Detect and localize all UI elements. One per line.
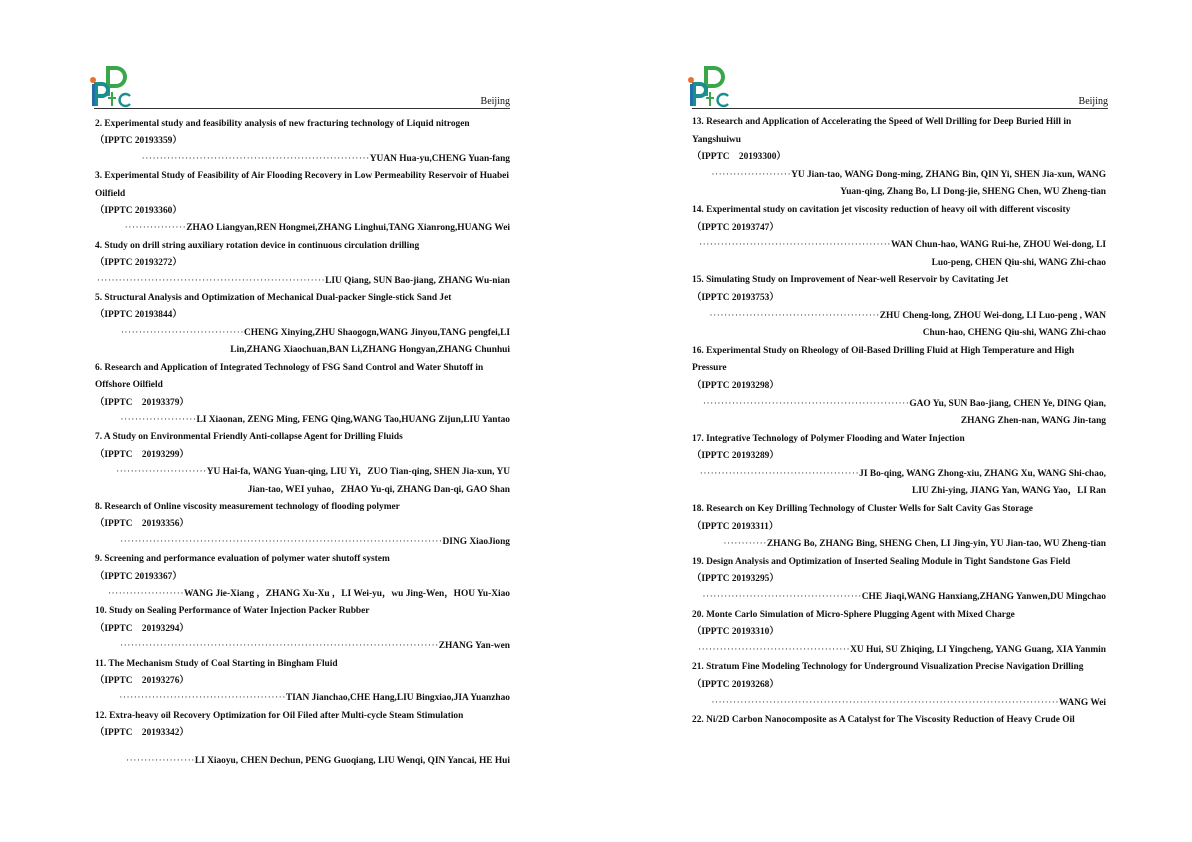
leader-dots: ·························································: [702, 398, 910, 409]
paper-title: 5. Structural Analysis and Optimization of Mechanical Dual-packer Single-stick Sand Jet: [95, 293, 452, 304]
leader-dots: ································································································: [711, 697, 1060, 708]
paper-entry: [95, 603, 510, 655]
paper-title: 2. Experimental study and feasibility analysis of new fracturing technology of Liquid nitrogen: [95, 119, 470, 129]
author-names: ZHANG Bo, ZHANG Bing, SHENG Chen, LI Jing-yin, YU Jian-tao, WU Zheng-tian: [766, 539, 1106, 550]
paper-code: （IPPTC 20193289）: [692, 451, 779, 462]
author-names: ZHU Cheng-long, ZHOU Wei-dong, LI Luo-peng , WAN Chun-hao, CHENG Qiu-shi, WANG Zhi-chao: [879, 310, 1106, 339]
author-names: WAN Chun-hao, WANG Rui-he, ZHOU Wei-dong, LI Luo-peng, CHEN Qiu-shi, WANG Zhi-chao: [890, 240, 1106, 268]
paper-authors: [95, 273, 510, 290]
leader-dots: ············: [723, 539, 767, 550]
paper-authors: [95, 586, 510, 603]
author-names: LI Xiaoyu, CHEN Dechun, PENG Guoqiang, LIU Wenqi, QIN Yancai, HE Hui: [194, 755, 510, 766]
paper-entry: [95, 360, 510, 430]
author-names: CHE Jiaqi,WANG Hanxiang,ZHANG Yanwen,DU Mingchao: [861, 592, 1106, 603]
author-names: JI Bo-qing, WANG Zhong-xiu, ZHANG Xu, WANG Shi-chao, LIU Zhi-ying, JIANG Yan, WANG Yao，LI Ran: [859, 468, 1106, 497]
header-city: Beijing: [480, 96, 510, 107]
leader-dots: ·················: [124, 223, 187, 234]
author-names: YUAN Hua-yu,CHENG Yuan-fang: [369, 153, 510, 164]
paper-code: （IPPTC 20193753）: [692, 292, 779, 303]
paper-code: （IPPTC 20193311）: [692, 521, 779, 532]
paper-authors: [95, 690, 510, 707]
paper-title: 20. Monte Carlo Simulation of Micro-Sphere Plugging Agent with Mixed Charge: [692, 609, 1015, 620]
author-names: LI Xiaonan, ZENG Ming, FENG Qing,WANG Tao,HUANG Zijun,LIU Yantao: [196, 414, 510, 425]
paper-authors: [692, 308, 1106, 343]
leader-dots: ··········································: [697, 644, 851, 655]
paper-authors: [692, 589, 1106, 607]
paper-entry: [692, 712, 1106, 730]
paper-authors: [95, 325, 510, 360]
paper-authors: [692, 237, 1106, 272]
paper-authors: [95, 753, 510, 770]
paper-entry: [692, 607, 1106, 660]
paper-entry: [692, 431, 1106, 501]
paper-authors: [692, 396, 1106, 431]
paper-authors: [95, 220, 510, 237]
paper-title: 4. Study on drill string auxiliary rotation device in continuous circulation drilling: [95, 240, 420, 251]
leader-dots: ··············································: [119, 693, 286, 704]
leader-dots: ·····················: [120, 414, 197, 425]
author-names: WANG Jie-Xiang ，ZHANG Xu-Xu ，LI Wei-yu，wu Jing-Wen，HOU Yu-Xiao: [184, 588, 510, 599]
paper-title: 13. Research and Application of Accelerating the Speed of Well Drilling for Deep Buried Hill in Yangshuiwu: [692, 117, 1072, 145]
paper-code: （IPPTC 20193294）: [95, 623, 189, 634]
paper-code: （IPPTC 20193295）: [692, 574, 779, 585]
header-rule: [692, 108, 1108, 109]
paper-entry: [692, 659, 1106, 712]
paper-title: 22. Ni/2D Carbon Nanocomposite as A Catalyst for The Viscosity Reduction of Heavy Crude Oil: [692, 715, 1075, 726]
leader-dots: ············································: [702, 592, 862, 603]
paper-code: （IPPTC 20193298）: [692, 380, 779, 391]
paper-code: （IPPTC 20193844）: [95, 310, 182, 321]
paper-code: （IPPTC 20193310）: [692, 627, 779, 638]
paper-entry: [692, 554, 1106, 607]
paper-entry: [692, 272, 1106, 342]
paper-code: （IPPTC 20193342）: [95, 728, 189, 739]
header-city: Beijing: [1078, 96, 1108, 107]
paper-authors: [95, 534, 510, 551]
paper-title: 18. Research on Key Drilling Technology of Cluster Wells for Salt Cavity Gas Storage: [692, 504, 1033, 515]
paper-authors: [692, 536, 1106, 554]
paper-title: 10. Study on Sealing Performance of Water Injection Packer Rubber: [95, 606, 370, 617]
spacer: [95, 743, 510, 753]
header-rule: [94, 108, 510, 109]
paper-entry: [95, 290, 510, 360]
paper-authors: [692, 466, 1106, 501]
paper-code: （IPPTC 20193276）: [95, 676, 189, 686]
paper-code: （IPPTC 20193300）: [692, 152, 786, 163]
paper-authors: [95, 412, 510, 429]
entry-list: [692, 114, 1106, 730]
leader-dots: ············································: [699, 468, 860, 479]
paper-title: 17. Integrative Technology of Polymer Flooding and Water Injection: [692, 433, 965, 444]
paper-title: 11. The Mechanism Study of Coal Starting in Bingham Fluid: [95, 658, 338, 669]
author-names: YU Jian-tao, WANG Dong-ming, ZHANG Bin, QIN Yi, SHEN Jia-xun, WANG Yuan-qing, Zhang Bo, LI Dong-jie, SHENG Chen, WU Zheng-tian: [791, 169, 1106, 198]
paper-title: 21. Stratum Fine Modeling Technology for Underground Visualization Precise Navigation Drilling: [692, 662, 1084, 673]
paper-title: 9. Screening and performance evaluation of polymer water shutoff system: [95, 554, 390, 565]
leader-dots: ·······························································: [141, 153, 370, 164]
author-names: YU Hai-fa, WANG Yuan-qing, LIU Yi，ZUO Tian-qing, SHEN Jia-xun, YU Jian-tao, WEI yuhao，ZHAO Yu-qi, ZHANG Dan-qi, GAO Shan: [206, 467, 510, 495]
author-names: ZHANG Yan-wen: [438, 641, 510, 652]
leader-dots: ···············································: [709, 310, 880, 321]
author-names: CHENG Xinying,ZHU Shaogogn,WANG Jinyou,TANG pengfei,LI Lin,ZHANG Xiaochuan,BAN Li,ZHANG Hongyan,ZHANG Chunhui: [230, 327, 510, 356]
ipptc-logo-icon: [686, 62, 736, 110]
leader-dots: ·························································································: [120, 536, 443, 547]
paper-code: （IPPTC 20193299）: [95, 449, 189, 460]
paper-title: 12. Extra-heavy oil Recovery Optimization for Oil Filed after Multi-cycle Steam Stimulation: [95, 710, 464, 721]
left-page: [82, 0, 522, 842]
paper-title: 3. Experimental Study of Feasibility of Air Flooding Recovery in Low Permeability Reservoir of Huabei Oilfield: [95, 171, 509, 199]
paper-entry: [95, 499, 510, 551]
paper-title: 16. Experimental Study on Rheology of Oil-Based Drilling Fluid at High Temperature and High Pressure: [692, 345, 1075, 374]
paper-authors: [95, 464, 510, 499]
author-names: LIU Qiang, SUN Bao-jiang, ZHANG Wu-nian: [325, 275, 510, 286]
paper-entry: [95, 238, 510, 290]
paper-title: 19. Design Analysis and Optimization of Inserted Sealing Module in Tight Sandstone Gas Field: [692, 556, 1071, 567]
paper-code: （IPPTC 20193268）: [692, 680, 779, 690]
paper-authors: [95, 151, 510, 168]
paper-title: 7. A Study on Environmental Friendly Anti-collapse Agent for Drilling Fluids: [95, 432, 403, 443]
right-page: [680, 0, 1120, 842]
paper-entry: [95, 168, 510, 238]
author-names: WANG Wei: [1059, 697, 1106, 708]
paper-title: 14. Experimental study on cavitation jet viscosity reduction of heavy oil with different viscosity: [692, 204, 1071, 215]
leader-dots: ··································: [120, 327, 244, 338]
paper-title: 15. Simulating Study on Improvement of Near-well Reservoir by Cavitating Jet: [692, 275, 1009, 286]
paper-code: （IPPTC 20193367）: [95, 571, 182, 582]
paper-title: 8. Research of Online viscosity measurement technology of flooding polymer: [95, 501, 400, 512]
paper-authors: [692, 695, 1106, 713]
paper-code: （IPPTC 20193272）: [95, 258, 182, 269]
author-names: XU Hui, SU Zhiqing, LI Yingcheng, YANG Guang, XIA Yanmin: [850, 644, 1106, 655]
paper-authors: [95, 638, 510, 655]
leader-dots: ···················: [126, 755, 195, 766]
paper-entry: [95, 656, 510, 708]
paper-code: （IPPTC 20193356）: [95, 519, 189, 530]
paper-code: （IPPTC 20193359）: [95, 136, 182, 147]
leader-dots: ·························: [116, 467, 207, 478]
author-names: TIAN Jianchao,CHE Hang,LIU Bingxiao,JIA Yuanzhao: [285, 693, 510, 704]
paper-entry: [95, 429, 510, 499]
paper-entry: [692, 202, 1106, 272]
author-names: ZHAO Liangyan,REN Hongmei,ZHANG Linghui,TANG Xianrong,HUANG Wei: [186, 223, 510, 234]
paper-entry: [95, 551, 510, 603]
paper-entry: [692, 114, 1106, 202]
leader-dots: ························································································: [119, 641, 439, 652]
ipptc-logo-icon: [88, 62, 138, 110]
leader-dots: ·····················································: [698, 240, 891, 251]
paper-code: （IPPTC 20193747）: [692, 222, 779, 233]
leader-dots: ·······························································: [96, 275, 326, 286]
paper-entry: [692, 343, 1106, 431]
leader-dots: ·····················: [107, 588, 184, 599]
paper-entry: [692, 501, 1106, 554]
paper-entry: [95, 116, 510, 168]
paper-title: 6. Research and Application of Integrated Technology of FSG Sand Control and Water Shutoff in Offshore Oilfield: [95, 362, 484, 391]
entry-list: [95, 116, 510, 770]
paper-entry: [95, 708, 510, 770]
leader-dots: ······················: [711, 169, 792, 180]
paper-code: （IPPTC 20193379）: [95, 397, 189, 408]
author-names: DING XiaoJiong: [442, 536, 510, 547]
paper-authors: [692, 642, 1106, 660]
paper-code: （IPPTC 20193360）: [95, 206, 182, 217]
author-names: GAO Yu, SUN Bao-jiang, CHEN Ye, DING Qian, ZHANG Zhen-nan, WANG Jin-tang: [909, 398, 1106, 427]
paper-authors: [692, 167, 1106, 202]
